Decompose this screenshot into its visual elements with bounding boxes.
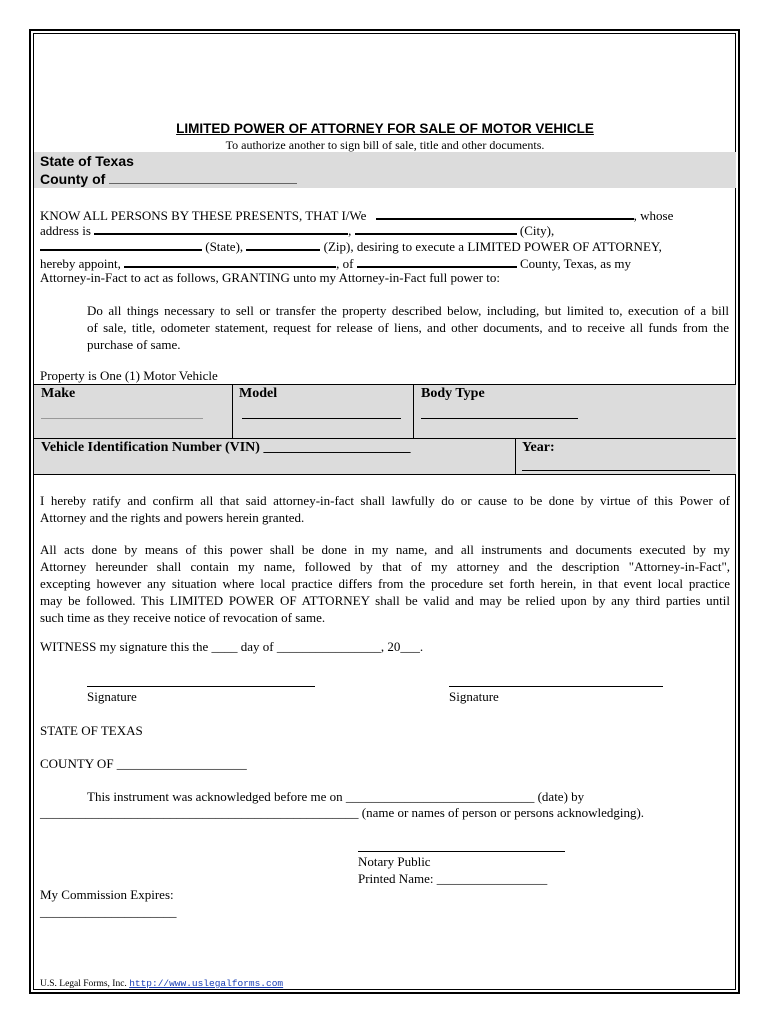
address-field[interactable] [94, 221, 348, 235]
notary-county: COUNTY OF ____________________ [40, 756, 247, 771]
notary-public-label: Notary Public [358, 854, 431, 869]
footer-link[interactable]: http://www.uslegalforms.com [129, 978, 284, 989]
acts-line: Attorney hereunder shall contain my name, followed by that of my attorney and the description "Attorney-in-Fact", [40, 559, 730, 574]
city-field[interactable] [355, 221, 517, 235]
table-border [34, 384, 736, 385]
signature-line-right[interactable] [449, 686, 663, 687]
intro-text: KNOW ALL PERSONS BY THESE PRESENTS, THAT I/We [40, 208, 367, 223]
acts-line: All acts done by means of this power shall be done in my name, and all instruments and documents executed by my [40, 542, 730, 557]
footer [40, 978, 283, 989]
vehicle-table-row-1 [34, 384, 736, 438]
model-label: Model [239, 386, 278, 401]
printed-name-line: Printed Name: _________________ [358, 871, 548, 886]
intro-line-3 [40, 237, 662, 255]
property-label: Property is One (1) Motor Vehicle [40, 368, 218, 383]
vin-label: Vehicle Identification Number (VIN) [41, 440, 260, 455]
notary-signature-line[interactable] [358, 851, 565, 852]
document-subtitle: To authorize another to sign bill of sale, title and other documents. [225, 138, 545, 152]
intro-line-5: Attorney-in-Fact to act as follows, GRANTING unto my Attorney-in-Fact full power to: [40, 270, 500, 285]
table-border [413, 384, 414, 438]
witness-line: WITNESS my signature this the ____ day of ________________, 20___. [40, 639, 424, 654]
model-field[interactable] [242, 418, 401, 419]
signature-label-right: Signature [449, 689, 499, 704]
principal-name-field[interactable] [376, 206, 634, 220]
notary-state: STATE OF TEXAS [40, 723, 143, 738]
acts-line: such time as they receive notice of revocation of same. [40, 610, 326, 625]
zip-field[interactable] [246, 237, 320, 251]
table-border [232, 384, 233, 438]
powers-line: of sale, title, odometer statement, request for release of liens, and other documents, and to receive all funds from the [87, 320, 729, 335]
footer-company: U.S. Legal Forms, Inc. [40, 979, 127, 989]
powers-paragraph [87, 302, 729, 353]
powers-line: purchase of same. [87, 337, 181, 352]
commission-expires-field[interactable]: _____________________ [40, 904, 177, 919]
ratify-line: Attorney and the rights and powers herein granted. [40, 510, 305, 525]
intro-text: (Zip), desiring to execute a LIMITED POWER OF ATTORNEY, [323, 239, 662, 254]
intro-text: , of [336, 256, 354, 271]
table-border [515, 438, 516, 474]
powers-line: Do all things necessary to sell or transfer the property described below, including, but limited to, execution of a bill [87, 303, 729, 318]
body-type-field[interactable] [421, 418, 578, 419]
vin-row [41, 440, 410, 456]
document-title: LIMITED POWER OF ATTORNEY FOR SALE OF MOTOR VEHICLE [176, 121, 594, 136]
acts-line: may be followed. This LIMITED POWER OF ATTORNEY shall be valid and may be relied upon by any third parties until [40, 593, 730, 608]
intro-text: County, Texas, as my [519, 256, 631, 271]
attorney-name-field[interactable] [124, 254, 336, 268]
county-label-text: County of [40, 171, 106, 187]
signature-line-left[interactable] [87, 686, 315, 687]
county-field[interactable] [109, 173, 297, 184]
intro-text: address is [40, 223, 91, 238]
intro-text: (City), [519, 223, 555, 238]
vin-field[interactable]: _____________________ [263, 440, 411, 455]
make-label: Make [41, 386, 76, 401]
state-label: State of Texas [40, 153, 134, 169]
intro-text: , whose [633, 208, 674, 223]
acknowledgment-line-1: This instrument was acknowledged before me on _____________________________ (date) by [87, 789, 585, 804]
ratify-paragraph [40, 492, 730, 526]
table-border [34, 474, 736, 475]
acts-line: excepting however any situation where local practice differs from the procedure set forth herein, in that event local practice [40, 576, 730, 591]
state-field[interactable] [40, 237, 202, 251]
county-label [40, 171, 297, 187]
attorney-county-field[interactable] [357, 254, 517, 268]
commission-expires-label: My Commission Expires: [40, 887, 174, 902]
year-field[interactable] [522, 470, 710, 471]
intro-text: , [348, 223, 352, 238]
year-label: Year: [522, 440, 555, 455]
ratify-line: I hereby ratify and confirm all that said attorney-in-fact shall lawfully do or cause to be done by virtue of this Power of [40, 493, 730, 508]
body-type-label: Body Type [421, 386, 485, 401]
acts-paragraph [40, 541, 730, 626]
intro-text: hereby appoint, [40, 256, 121, 271]
intro-text: (State), [205, 239, 244, 254]
acknowledgment-line-2: _________________________________________________ (name or names of person or persons acknowledging). [40, 805, 645, 820]
table-border [34, 438, 736, 439]
make-field[interactable] [41, 418, 203, 419]
signature-label-left: Signature [87, 689, 137, 704]
